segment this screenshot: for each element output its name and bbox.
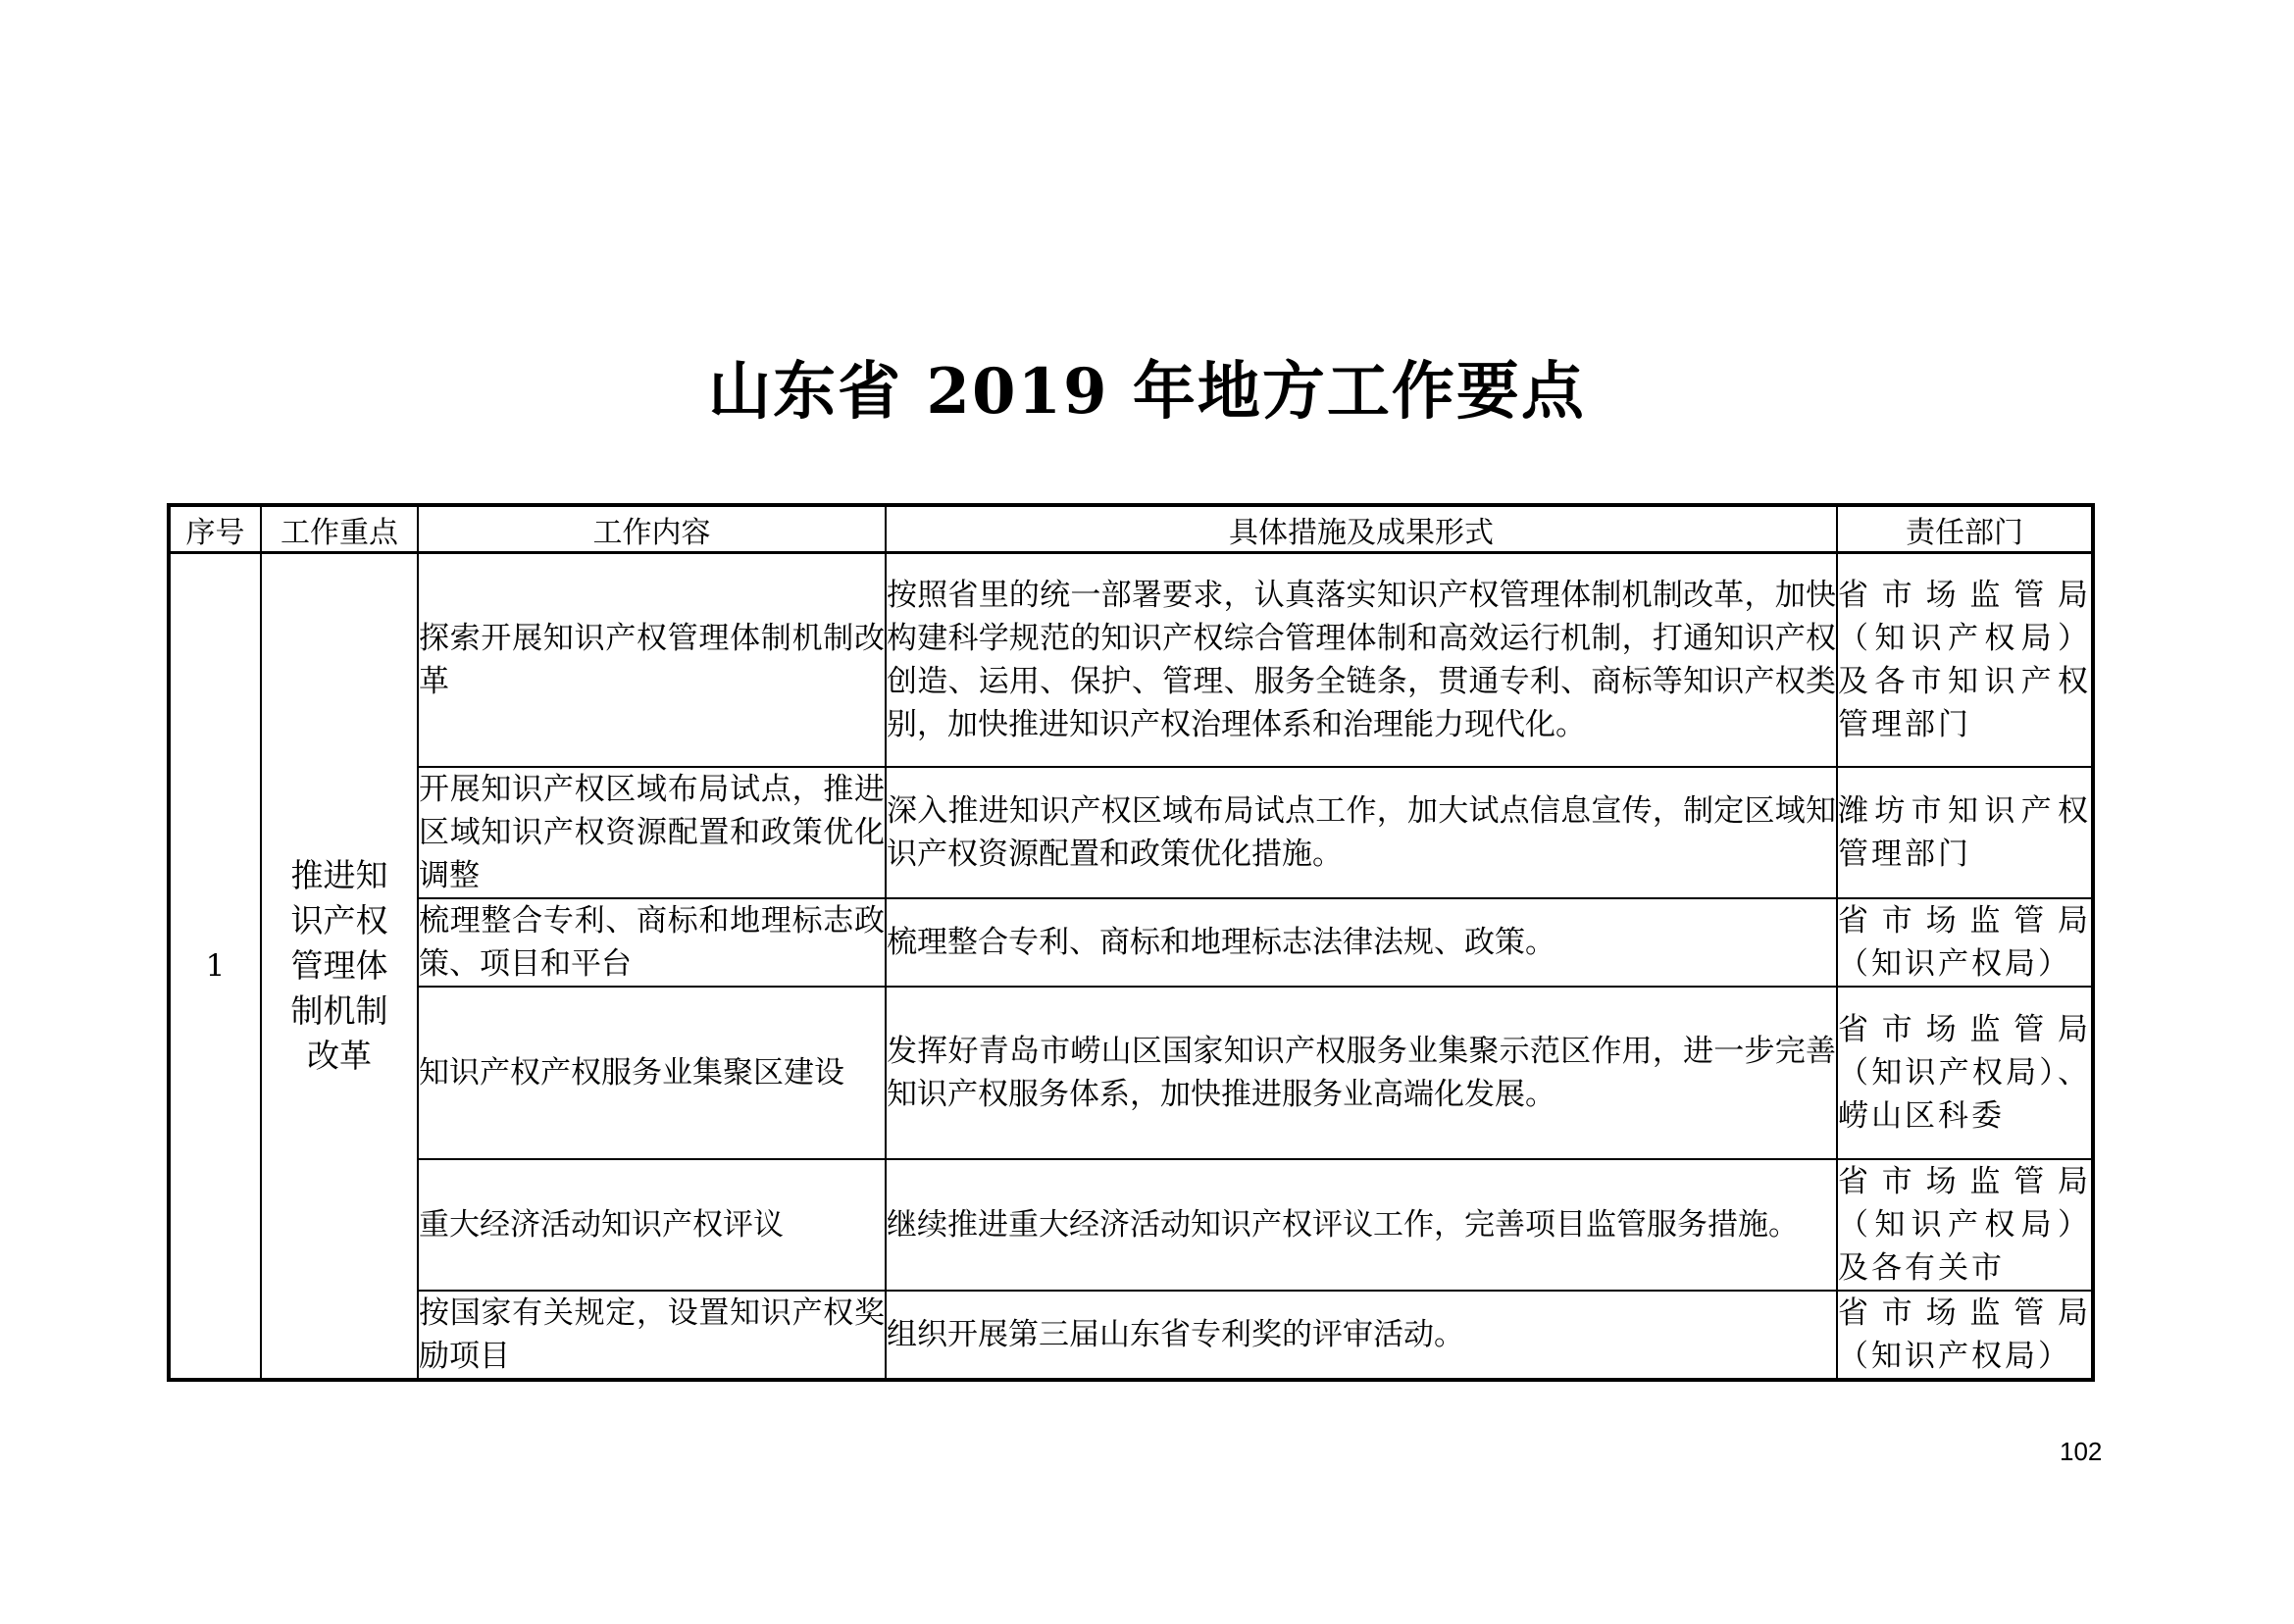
department-cell [1837,553,2093,767]
header-key-point: 工作重点 [261,505,418,553]
document-title: 山东省 2019 年地方工作要点 [708,355,1586,429]
table-row [169,1291,2093,1380]
table-row [169,987,2093,1159]
table-row [169,898,2093,987]
department-cell [1837,1159,2093,1291]
table-row [169,553,2093,767]
measure-cell: 继续推进重大经济活动知识产权评议工作，完善项目监管服务措施。 [886,1159,1837,1291]
table-header-row [169,505,2093,553]
content-cell: 开展知识产权区域布局试点，推进区域知识产权资源配置和政策优化调整 [418,767,886,898]
table-row [169,1159,2093,1291]
measure-cell: 梳理整合专利、商标和地理标志法律法规、政策。 [886,898,1837,987]
content-cell: 按国家有关规定，设置知识产权奖励项目 [418,1291,886,1380]
department-text: 省市场监管局（知识产权局） [1838,902,2091,982]
page-number: 102 [2060,1437,2103,1466]
work-points-table [167,503,2095,1382]
measure-cell: 深入推进知识产权区域布局试点工作，加大试点信息宣传，制定区域知识产权资源配置和政策优化措施。 [886,767,1837,898]
content-cell: 探索开展知识产权管理体制机制改革 [418,553,886,767]
header-content: 工作内容 [418,505,886,553]
department-text: 省市场监管局（知识产权局）、崂山区科委 [1838,1011,2091,1134]
measure-cell: 按照省里的统一部署要求，认真落实知识产权管理体制机制改革，加快构建科学规范的知识产权综合管理体制和高效运行机制，打通知识产权创造、运用、保护、管理、服务全链条，贯通专利、商标等知识产权类别，加快推进知识产权治理体系和治理能力现代化。 [886,553,1837,767]
content-cell: 重大经济活动知识产权评议 [418,1159,886,1291]
key-point-cell [261,553,418,1380]
department-cell [1837,1291,2093,1380]
measure-cell: 发挥好青岛市崂山区国家知识产权服务业集聚示范区作用，进一步完善知识产权服务体系，加快推进服务业高端化发展。 [886,987,1837,1159]
department-text: 省市场监管局（知识产权局） [1838,1294,2091,1374]
department-cell [1837,898,2093,987]
header-measures: 具体措施及成果形式 [886,505,1837,553]
key-point-text: 推进知识产权管理体制机制改革 [290,855,388,1075]
department-cell [1837,987,2093,1159]
measure-cell: 组织开展第三届山东省专利奖的评审活动。 [886,1291,1837,1380]
department-text: 省市场监管局（知识产权局）及各市知识产权管理部门 [1838,577,2091,742]
department-text: 潍坊市知识产权管理部门 [1838,792,2091,872]
department-cell [1837,767,2093,898]
seq-cell: 1 [169,553,261,1380]
table-row [169,767,2093,898]
content-cell: 梳理整合专利、商标和地理标志政策、项目和平台 [418,898,886,987]
header-seq: 序号 [169,505,261,553]
department-text: 省市场监管局（知识产权局）及各有关市 [1838,1163,2091,1286]
header-department: 责任部门 [1837,505,2093,553]
content-cell: 知识产权产权服务业集聚区建设 [418,987,886,1159]
